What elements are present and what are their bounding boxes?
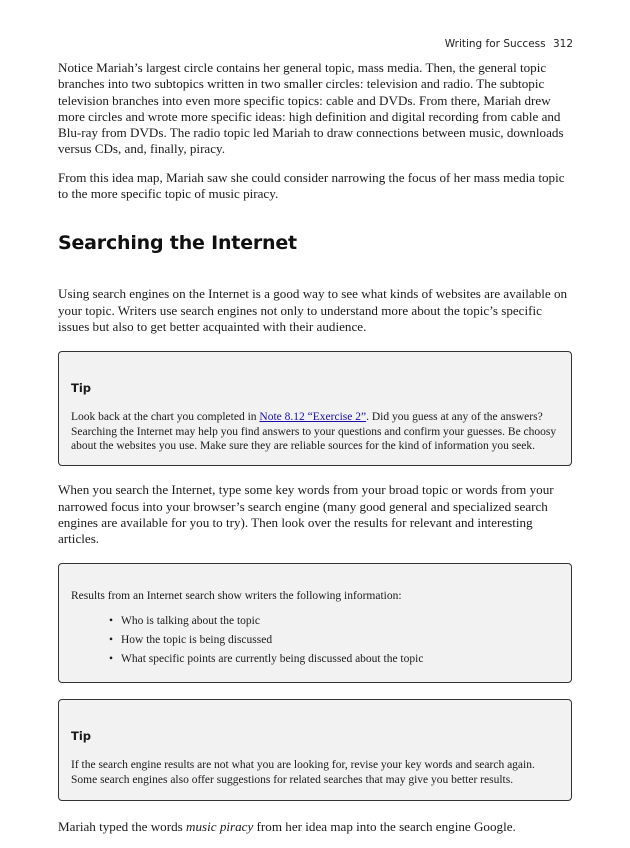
paragraph-search-engines: Using search engines on the Internet is a good way to see what kinds of websites are available on your topic. Writers use search engines not only to understand more about the topic’s specific issues but also to get better acquainted with their audience.	[58, 286, 568, 334]
list-item: • What specific points are currently being discussed about the topic	[121, 652, 559, 666]
tip-title: Tip	[71, 381, 92, 396]
tip-box-1	[58, 351, 572, 466]
running-header	[445, 38, 573, 50]
section-heading: Searching the Internet	[58, 232, 297, 255]
paragraph-mariah-search: Mariah typed the words music piracy from her idea map into the search engine Google.	[58, 819, 516, 835]
results-box	[58, 563, 572, 683]
results-list	[71, 614, 559, 666]
tip-title: Tip	[71, 729, 92, 744]
tip-box-2	[58, 699, 572, 801]
tip-text: Look back at the chart you completed in Note 8.12 “Exercise 2”. Did you guess at any of the answers? Searching the Internet may help you find answers to your questions and confirm your guesses. Be choosy about the websites you use. Make sure they are reliable sources for the kind of information you seek.	[71, 411, 557, 453]
paragraph-idea-map: Notice Mariah’s largest circle contains her general topic, mass media. Then, the general topic branches into two subtopics written in two smaller circles: television and radio. The subtopic television branches into even more specific topics: cable and DVDs. From there, Mariah drew more circles and wrote more specific ideas: high definition and digital recording from cable and Blu-ray from DVDs. The radio topic led Mariah to draw connections between music, downloads versus CDs, and, finally, piracy.	[58, 60, 564, 157]
paragraph-narrowing: From this idea map, Mariah saw she could consider narrowing the focus of her mass media topic to the more specific topic of music piracy.	[58, 169, 565, 202]
header-title: Writing for Success	[444, 38, 546, 50]
list-item: • How the topic is being discussed	[121, 633, 559, 647]
results-intro: Results from an Internet search show writers the following information:	[71, 590, 402, 603]
tip-text: If the search engine results are not what you are looking for, revise your key words and search again. Some search engines also offer suggestions for related searches that may give you better results.	[71, 759, 535, 786]
list-item: • Who is talking about the topic	[121, 614, 559, 628]
page-content	[58, 60, 572, 848]
page-number: 312	[552, 38, 573, 50]
exercise-link[interactable]: Note 8.12 “Exercise 2”	[259, 411, 367, 424]
paragraph-search-how: When you search the Internet, type some key words from your broad topic or words from your narrowed focus into your browser’s search engine (many good general and specialized search engines are available for you to try). Then look over the results for relevant and interesting articles.	[58, 482, 554, 547]
